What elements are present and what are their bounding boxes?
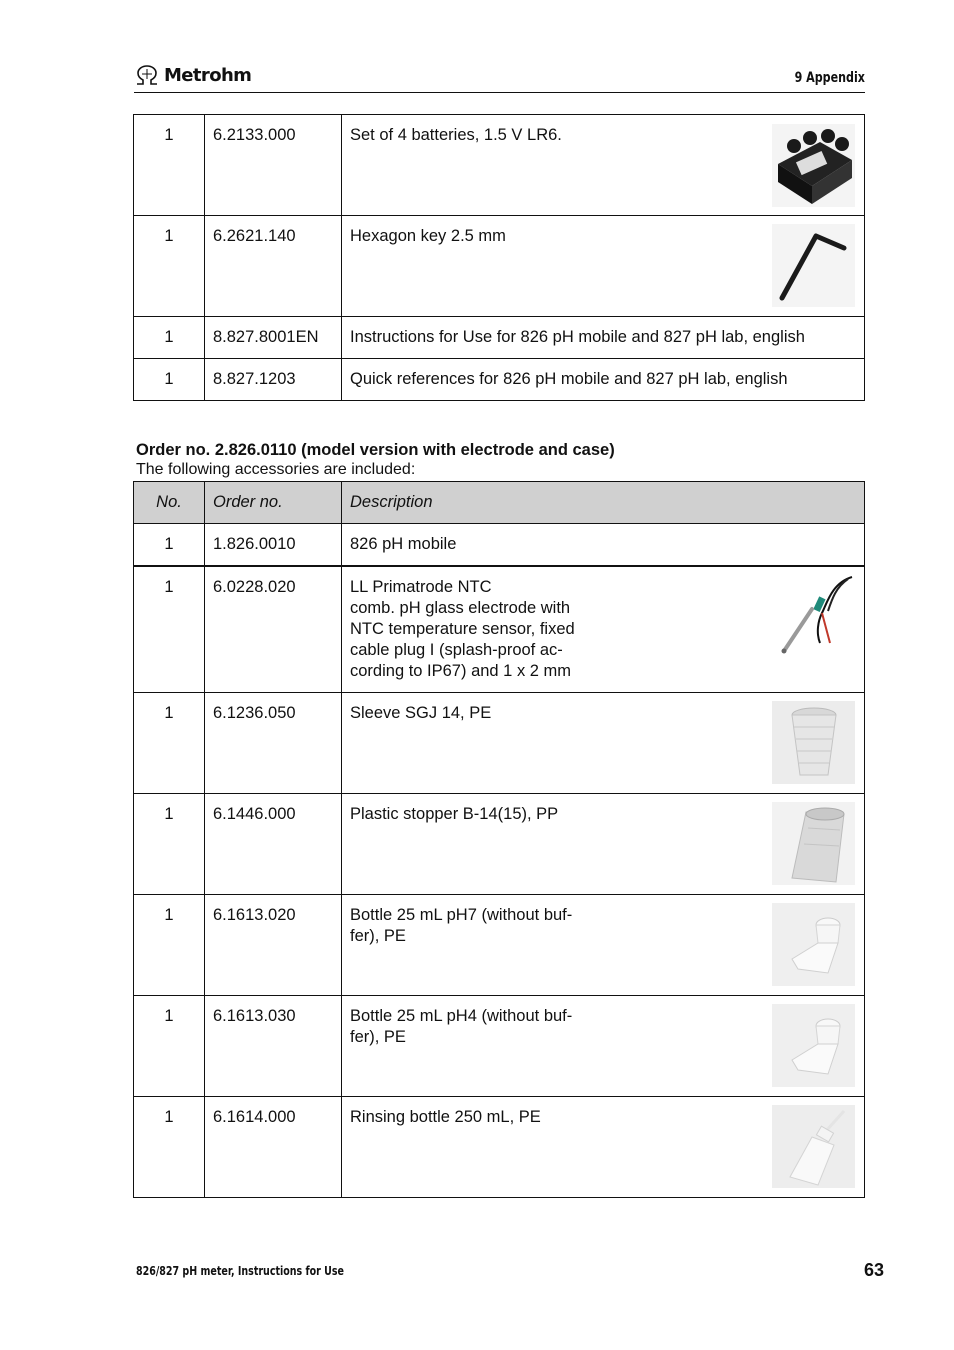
hex-key-image [772, 224, 855, 307]
qty-cell: 1 [134, 895, 205, 996]
page-number: 63 [863, 1260, 884, 1280]
footer-document-title: 826/827 pH meter, Instructions for Use [136, 1264, 344, 1278]
description-cell: Quick references for 826 pH mobile and 827 pH lab, english [342, 359, 865, 401]
qty-cell: 1 [134, 317, 205, 359]
accessories-table-continued [133, 114, 865, 401]
order-no-cell: 6.1613.020 [205, 895, 342, 996]
description-line: NTC temperature sensor, fixed [350, 620, 575, 638]
description-cell: 826 pH mobile [342, 524, 865, 567]
order-subtitle: The following accessories are included: [136, 461, 416, 478]
description-cell [342, 566, 865, 693]
section-label: 9 Appendix [794, 70, 865, 86]
included-accessories-table [133, 481, 865, 1198]
table-row [134, 216, 865, 317]
table-header-row [134, 482, 865, 524]
table-row [134, 895, 865, 996]
qty-cell: 1 [134, 1097, 205, 1198]
bottle-image [772, 903, 855, 986]
table-row [134, 359, 865, 401]
stopper-image [772, 802, 855, 885]
description-cell [342, 794, 865, 895]
table-row [134, 996, 865, 1097]
table-row [134, 566, 865, 693]
qty-cell: 1 [134, 794, 205, 895]
description-text: Rinsing bottle 250 mL, PE [350, 1108, 541, 1126]
rinsing-bottle-image [772, 1105, 855, 1188]
header-description: Description [342, 482, 865, 524]
table-row [134, 317, 865, 359]
qty-cell: 1 [134, 996, 205, 1097]
bottle-image [772, 1004, 855, 1087]
table-row [134, 115, 865, 216]
order-no-cell: 8.827.1203 [205, 359, 342, 401]
order-no-cell: 6.0228.020 [205, 566, 342, 693]
order-no-cell: 6.1613.030 [205, 996, 342, 1097]
description-text: Sleeve SGJ 14, PE [350, 704, 492, 722]
header-order-no: Order no. [205, 482, 342, 524]
description-text: Plastic stopper B-14(15), PP [350, 805, 559, 823]
description-line: Bottle 25 mL pH4 (without buf- [350, 1007, 573, 1025]
order-no-cell: 1.826.0010 [205, 524, 342, 567]
table-row [134, 524, 865, 567]
description-line: Bottle 25 mL pH7 (without buf- [350, 906, 573, 924]
battery-pack-image [772, 124, 855, 207]
order-no-cell: 6.2621.140 [205, 216, 342, 317]
description-cell [342, 115, 865, 216]
logo-text: Metrohm [164, 64, 252, 86]
qty-cell: 1 [134, 566, 205, 693]
description-line: fer), PE [350, 927, 406, 945]
description-cell [342, 1097, 865, 1198]
description-text: Hexagon key 2.5 mm [350, 227, 506, 245]
description-cell [342, 895, 865, 996]
description-cell: Instructions for Use for 826 pH mobile and 827 pH lab, english [342, 317, 865, 359]
table-row [134, 1097, 865, 1198]
description-cell [342, 996, 865, 1097]
order-section [136, 440, 615, 480]
page-header [134, 64, 865, 93]
order-no-cell: 6.1614.000 [205, 1097, 342, 1198]
description-cell [342, 216, 865, 317]
header-no: No. [134, 482, 205, 524]
description-line: cording to IP67) and 1 x 2 mm [350, 662, 572, 680]
description-cell [342, 693, 865, 794]
description-line: comb. pH glass electrode with [350, 599, 571, 617]
order-no-cell: 8.827.8001EN [205, 317, 342, 359]
order-title: Order no. 2.826.0110 (model version with electrode and case) [136, 441, 615, 459]
order-no-cell: 6.1446.000 [205, 794, 342, 895]
order-no-cell: 6.2133.000 [205, 115, 342, 216]
qty-cell: 1 [134, 693, 205, 794]
order-no-cell: 6.1236.050 [205, 693, 342, 794]
sleeve-image [772, 701, 855, 784]
qty-cell: 1 [134, 524, 205, 567]
qty-cell: 1 [134, 115, 205, 216]
logo [134, 64, 251, 86]
omega-logo-icon [134, 64, 160, 86]
description-line: fer), PE [350, 1028, 406, 1046]
qty-cell: 1 [134, 359, 205, 401]
description-line: cable plug I (splash-proof ac- [350, 641, 563, 659]
description-text: Set of 4 batteries, 1.5 V LR6. [350, 126, 562, 144]
qty-cell: 1 [134, 216, 205, 317]
electrode-image [772, 573, 855, 656]
table-row [134, 693, 865, 794]
description-line: LL Primatrode NTC [350, 578, 492, 596]
table-row [134, 794, 865, 895]
